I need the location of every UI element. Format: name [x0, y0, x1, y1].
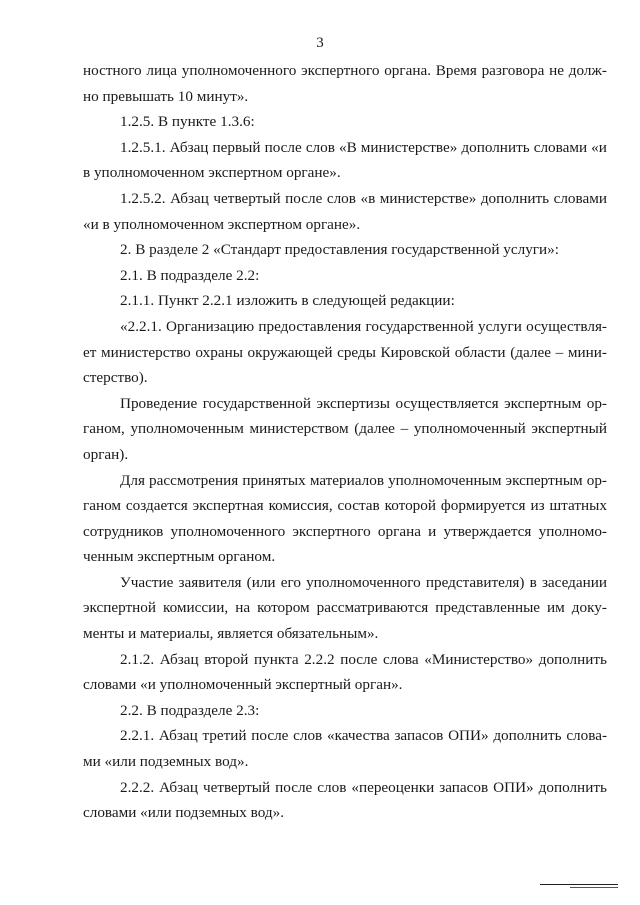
word: уполномоченного: [170, 522, 286, 540]
word: министерстве»: [379, 189, 477, 207]
word: словами: [553, 189, 607, 207]
word: уполномоченного: [306, 573, 421, 591]
word: доку-: [571, 599, 607, 617]
word: заявителя: [178, 573, 242, 591]
word: министерство: [101, 343, 191, 361]
text-line: 2.1. В подразделе 2.2:: [120, 266, 260, 284]
word: «в: [360, 189, 376, 207]
word: после: [340, 650, 378, 668]
word: «Министерство»: [424, 650, 534, 668]
word: в: [529, 573, 537, 591]
word: пункта: [253, 650, 299, 668]
word: мини-: [567, 343, 607, 361]
text-line: словами «и уполномоченный экспертный орган».: [83, 676, 403, 694]
text-line: менты и материалы, является обязательным».: [83, 625, 379, 643]
word: слова: [383, 650, 419, 668]
word: штатных: [549, 497, 607, 515]
word: «2.2.1.: [120, 317, 162, 335]
word: которой: [384, 497, 436, 515]
word: осуществляется: [395, 394, 499, 412]
word: органа: [377, 522, 421, 540]
text-line: [83, 775, 607, 801]
word: –: [555, 343, 564, 361]
text-line: 1.2.5. В пункте 1.3.6:: [120, 113, 255, 131]
word: после: [285, 189, 323, 207]
word: экспертизы: [316, 394, 390, 412]
text-line: ченным экспертным органом.: [83, 548, 276, 566]
word: среды: [337, 343, 376, 361]
word: ор-: [586, 394, 607, 412]
word: экспертным: [505, 471, 583, 489]
document-body: [83, 58, 607, 826]
word: дополнить: [493, 727, 562, 745]
word: принятых: [242, 471, 306, 489]
text-line: словами «или подземных вод».: [83, 804, 284, 822]
word: рассматриваются: [316, 599, 429, 617]
word: уполномоченный: [413, 420, 526, 438]
word: Время: [435, 62, 477, 79]
footer-rule-secondary: [570, 887, 618, 888]
word: 2.1.2.: [120, 650, 155, 668]
footer-rule: [540, 884, 618, 885]
word: –: [400, 420, 409, 438]
word: слов: [326, 189, 356, 207]
word: не: [549, 62, 564, 79]
word: его: [280, 573, 301, 591]
text-line: орган).: [83, 445, 129, 463]
word: органа.: [384, 62, 432, 79]
word: Абзац: [170, 189, 209, 207]
word: «переоценки: [351, 778, 435, 796]
text-line: ми «или подземных вод».: [83, 753, 249, 771]
word: Абзац: [169, 138, 209, 156]
word: долж-: [568, 62, 607, 79]
word: экспертной: [83, 599, 157, 617]
text-line: [83, 493, 607, 519]
word: слов: [305, 138, 335, 156]
word: услуги: [477, 317, 522, 335]
word: четвертый: [213, 189, 281, 207]
word: первый: [212, 138, 261, 156]
word: (далее: [354, 420, 395, 438]
word: Абзац: [158, 727, 198, 745]
word: 2.2.2.: [120, 778, 155, 796]
word: разговора: [481, 62, 545, 79]
word: уполномоченным: [388, 471, 502, 489]
word: из: [530, 497, 545, 515]
word: Проведение: [120, 394, 198, 412]
word: лица: [146, 62, 177, 79]
word: после: [251, 727, 289, 745]
word: котором: [257, 599, 310, 617]
word: Организацию: [166, 317, 255, 335]
text-line: [83, 519, 607, 545]
word: состав: [337, 497, 380, 515]
word: дополнить: [538, 778, 607, 796]
word: после: [264, 138, 302, 156]
text-line: [83, 595, 607, 621]
word: рассмотрения: [149, 471, 239, 489]
word: слова-: [566, 727, 607, 745]
word: 1.2.5.2.: [120, 189, 166, 207]
word: 2.2.2: [304, 650, 335, 668]
text-line: [83, 570, 607, 596]
text-line: [83, 58, 607, 84]
page-number: 3: [316, 35, 324, 51]
word: формируется: [440, 497, 526, 515]
word: Для: [120, 471, 145, 489]
text-line: 2.1.1. Пункт 2.2.1 изложить в следующей редакции:: [120, 292, 455, 310]
word: ор-: [586, 471, 607, 489]
word: Кировской: [380, 343, 451, 361]
word: комиссия,: [268, 497, 333, 515]
text-line: [83, 340, 607, 366]
word: ганом: [83, 497, 122, 515]
word: Абзац: [159, 650, 199, 668]
word: экспертного: [301, 62, 380, 79]
word: министерством: [249, 420, 349, 438]
text-line: стерство).: [83, 369, 148, 387]
word: комиссии,: [163, 599, 229, 617]
word: 2.2.1.: [120, 727, 155, 745]
word: дополнить: [538, 650, 607, 668]
text-line: [83, 468, 607, 494]
word: им: [547, 599, 565, 617]
word: (или: [246, 573, 276, 591]
word: ностного: [83, 62, 142, 79]
word: сотрудников: [83, 522, 164, 540]
text-line: «и в уполномоченном экспертном органе».: [83, 215, 361, 233]
text-line: 2.2. В подразделе 2.3:: [120, 701, 260, 719]
text-line: 2. В разделе 2 «Стандарт предоставления государственной услуги»:: [120, 241, 559, 259]
word: охраны: [195, 343, 243, 361]
text-line: в уполномоченном экспертном органе».: [83, 164, 341, 182]
word: дополнить: [480, 189, 550, 207]
word: государственной: [202, 394, 311, 412]
word: «и: [591, 138, 607, 156]
word: ганом,: [83, 420, 125, 438]
word: ОПИ»: [448, 727, 489, 745]
word: окружающей: [247, 343, 333, 361]
word: Участие: [120, 573, 174, 591]
word: дополнить: [461, 138, 530, 156]
word: 1.2.5.1.: [120, 138, 166, 156]
word: «В: [338, 138, 357, 156]
word: уполномоченным: [130, 420, 244, 438]
word: ОПИ»: [493, 778, 534, 796]
word: слов: [317, 778, 347, 796]
word: «качества: [326, 727, 390, 745]
word: экспертного: [292, 522, 371, 540]
word: области: [454, 343, 506, 361]
word: экспертная: [192, 497, 264, 515]
text-line: [83, 135, 607, 161]
word: второй: [204, 650, 249, 668]
word: запасов: [439, 778, 489, 796]
word: после: [275, 778, 313, 796]
word: утверждается: [443, 522, 532, 540]
word: на: [235, 599, 251, 617]
word: представленные: [435, 599, 541, 617]
word: материалов: [309, 471, 384, 489]
word: запасов: [394, 727, 444, 745]
word: уполномоченного: [181, 62, 297, 79]
word: (далее: [510, 343, 551, 361]
word: министерстве»: [360, 138, 458, 156]
text-line: [83, 647, 607, 673]
word: слов: [293, 727, 323, 745]
word: создается: [125, 497, 188, 515]
text-line: [83, 723, 607, 749]
word: предоставления: [258, 317, 362, 335]
word: уполномо-: [538, 522, 607, 540]
word: экспертным: [504, 394, 582, 412]
text-line: [83, 314, 607, 340]
text-line: [83, 186, 607, 212]
word: представителя): [425, 573, 525, 591]
word: словами: [533, 138, 588, 156]
word: Абзац: [159, 778, 198, 796]
word: государственной: [365, 317, 474, 335]
word: заседании: [541, 573, 607, 591]
word: осуществля-: [526, 317, 607, 335]
text-line: но превышать 10 минут».: [83, 87, 249, 105]
word: четвертый: [202, 778, 271, 796]
word: экспертный: [531, 420, 607, 438]
text-line: [83, 416, 607, 442]
word: ет: [83, 343, 97, 361]
word: третий: [202, 727, 247, 745]
word: и: [428, 522, 437, 540]
text-line: [83, 391, 607, 417]
